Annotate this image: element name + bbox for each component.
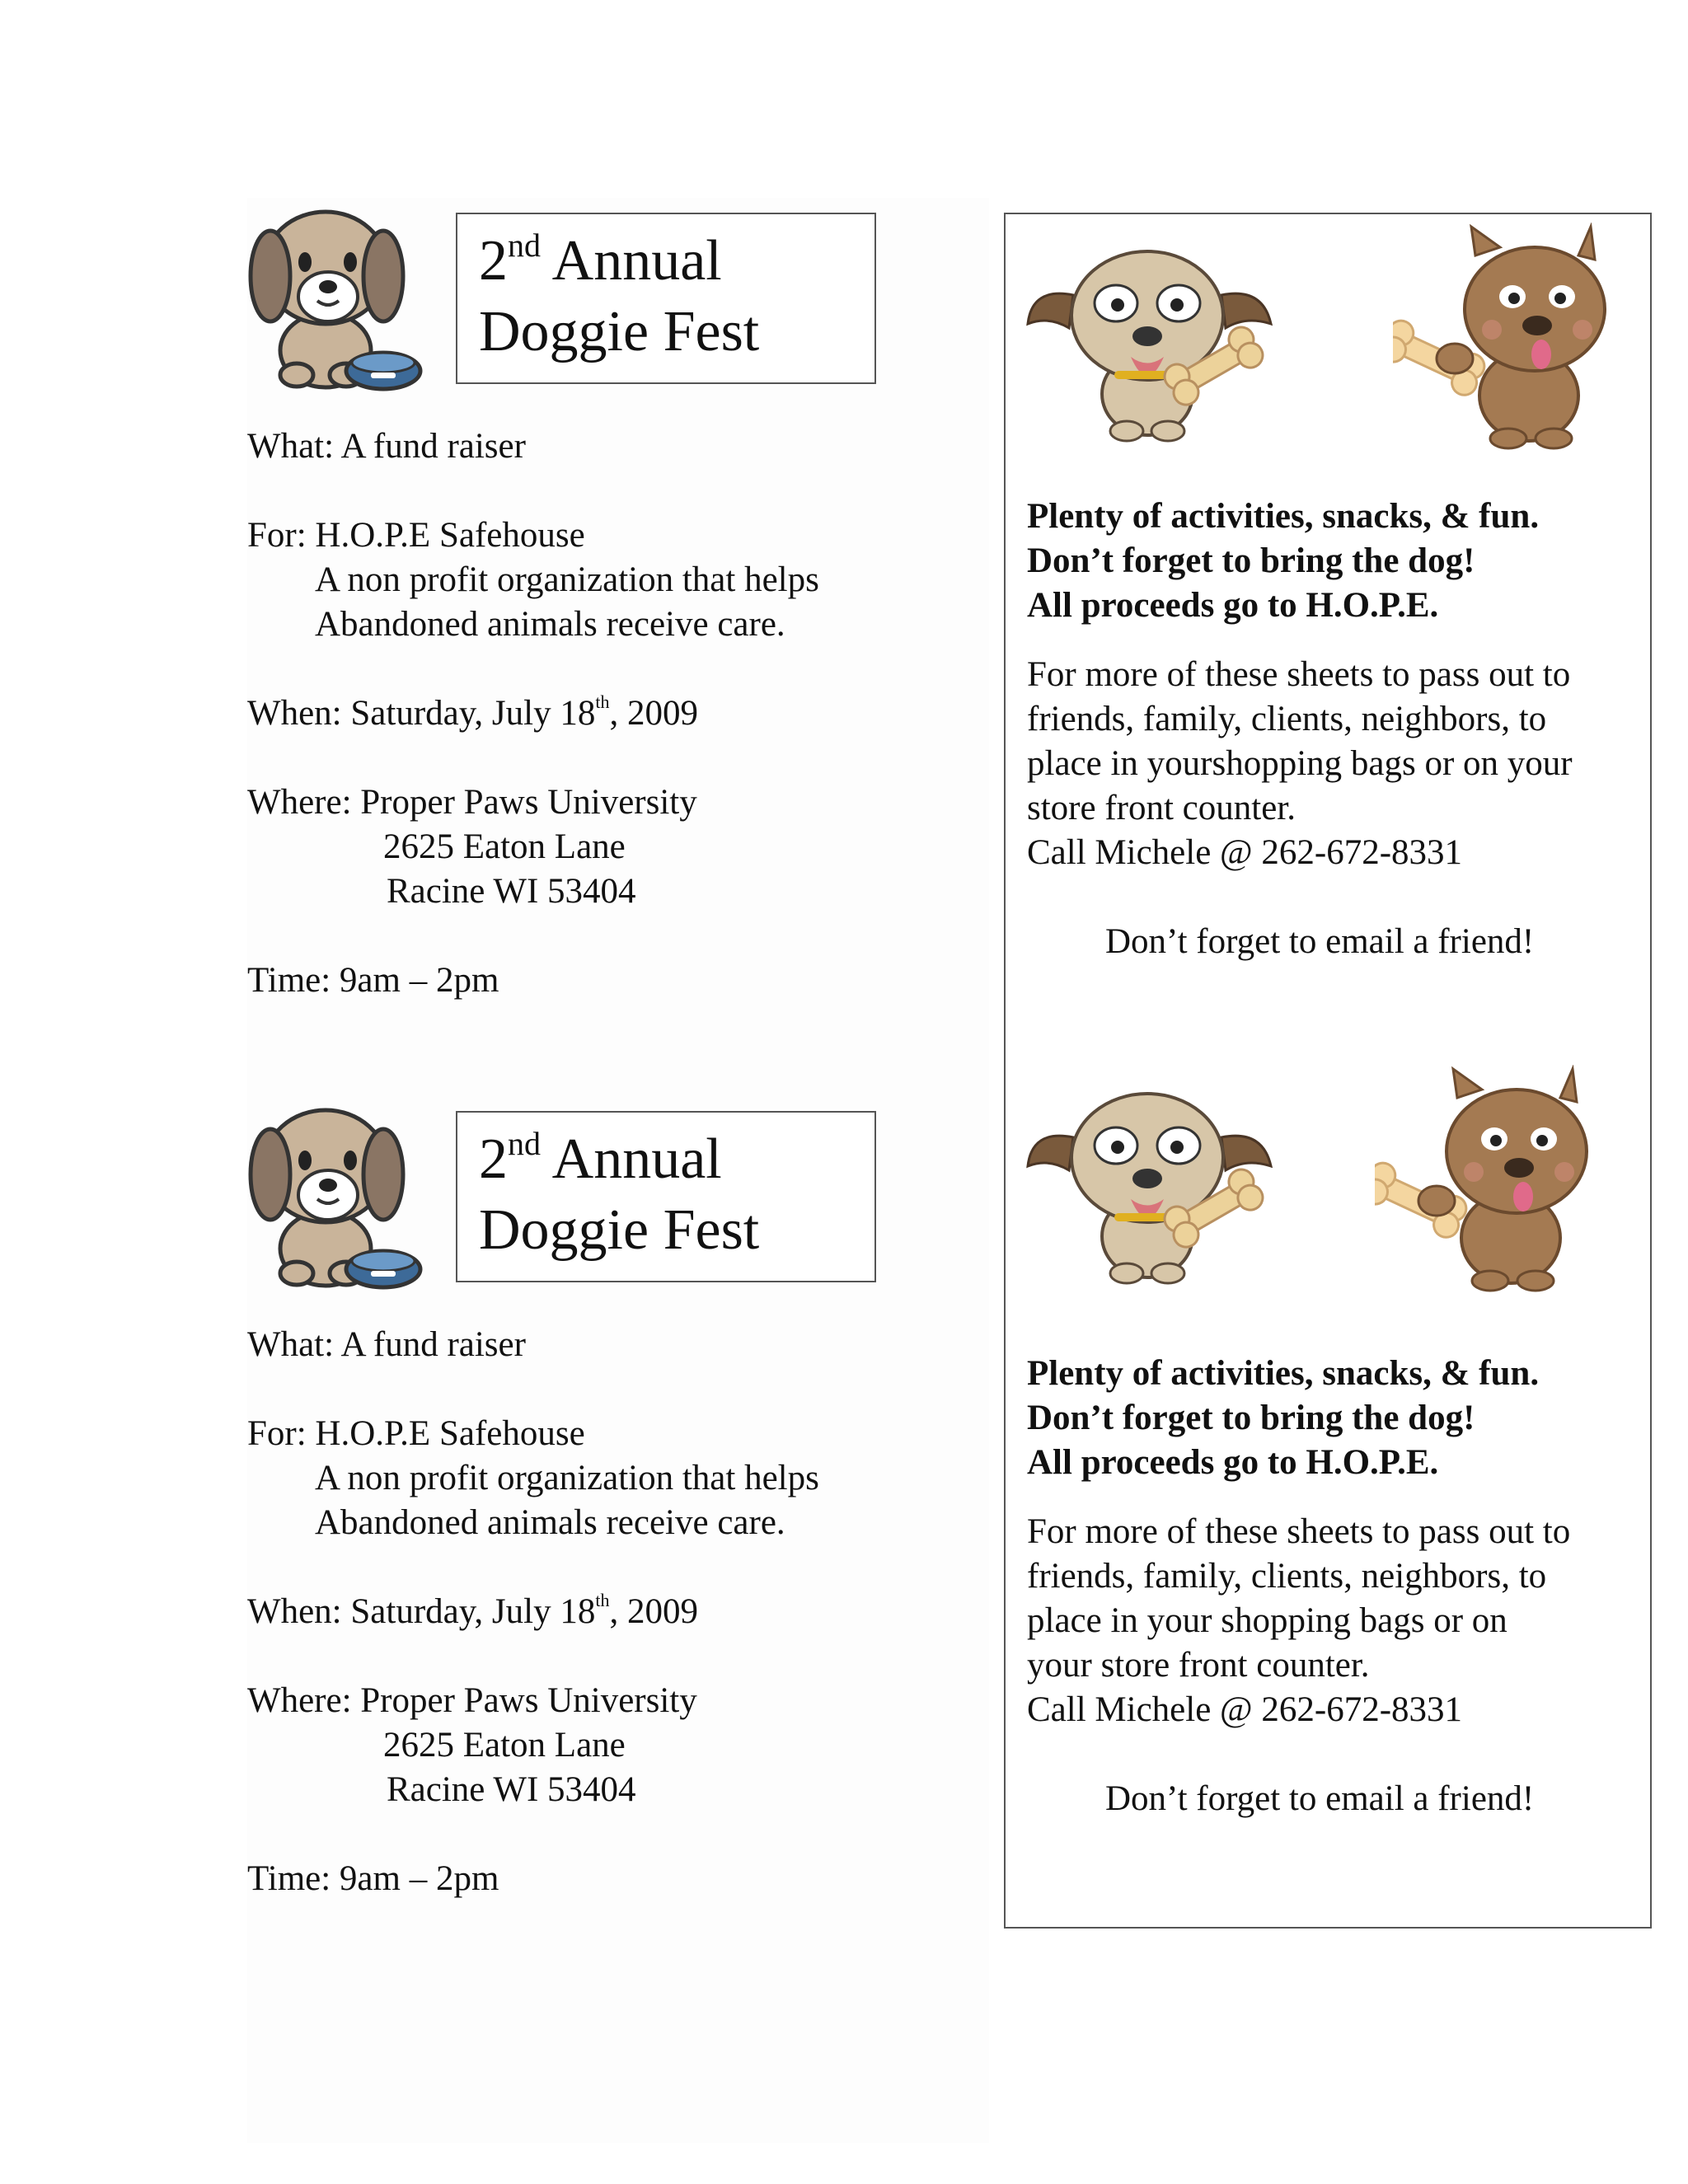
goofy-dog-with-bone-icon — [1024, 1080, 1279, 1286]
email-friend-line: Don’t forget to email a friend! — [1105, 1779, 1535, 1818]
what-text: What: A fund raiser — [247, 1325, 526, 1364]
for-description-1: A non profit organization that helps — [315, 560, 819, 599]
goofy-dog-with-bone-icon — [1024, 237, 1279, 443]
puppy-with-bowl-icon — [247, 198, 437, 396]
event-title-line1: 2nd Annual — [479, 227, 722, 293]
bring-dog-line: Don’t forget to bring the dog! — [1027, 1399, 1475, 1437]
event-title-box — [456, 213, 876, 384]
for-text: For: H.O.P.E Safehouse — [247, 1414, 585, 1453]
more-sheets-line-2: friends, family, clients, neighbors, to — [1027, 700, 1547, 738]
proceeds-line: All proceeds go to H.O.P.E. — [1027, 586, 1439, 625]
more-sheets-line-1: For more of these sheets to pass out to — [1027, 655, 1571, 694]
address-line-1: 2625 Eaton Lane — [383, 1726, 626, 1765]
activities-line: Plenty of activities, snacks, & fun. — [1027, 1354, 1540, 1393]
where-text: Where: Proper Paws University — [247, 1681, 697, 1720]
brown-dog-with-bone-icon — [1375, 1065, 1606, 1296]
proceeds-line: All proceeds go to H.O.P.E. — [1027, 1443, 1439, 1482]
promo-text — [1027, 494, 1637, 964]
address-line-2: Racine WI 53404 — [387, 872, 636, 911]
event-title-box — [456, 1111, 876, 1282]
bring-dog-line: Don’t forget to bring the dog! — [1027, 541, 1475, 580]
for-description-2: Abandoned animals receive care. — [315, 605, 785, 644]
for-description-2: Abandoned animals receive care. — [315, 1503, 785, 1542]
address-line-2: Racine WI 53404 — [387, 1770, 636, 1809]
brown-dog-with-bone-icon — [1393, 223, 1624, 453]
more-sheets-line-4: your store front counter. — [1027, 1646, 1370, 1685]
promo-panel — [1004, 213, 1652, 1929]
event-title-line2: Doggie Fest — [479, 300, 760, 363]
puppy-with-bowl-icon — [247, 1096, 437, 1294]
more-sheets-line-4: store front counter. — [1027, 789, 1296, 827]
address-line-1: 2625 Eaton Lane — [383, 827, 626, 866]
more-sheets-line-3: place in your shopping bags or on — [1027, 1601, 1507, 1640]
more-sheets-line-1: For more of these sheets to pass out to — [1027, 1512, 1571, 1551]
email-friend-line: Don’t forget to email a friend! — [1105, 922, 1535, 961]
more-sheets-line-3: place in yourshopping bags or on your — [1027, 744, 1573, 783]
when-text: When: Saturday, July 18th, 2009 — [247, 691, 698, 733]
what-text: What: A fund raiser — [247, 427, 526, 466]
time-text: Time: 9am – 2pm — [247, 1859, 499, 1898]
event-title-line2: Doggie Fest — [479, 1198, 760, 1262]
for-text: For: H.O.P.E Safehouse — [247, 516, 585, 555]
when-text: When: Saturday, July 18th, 2009 — [247, 1590, 698, 1631]
activities-line: Plenty of activities, snacks, & fun. — [1027, 497, 1540, 536]
where-text: Where: Proper Paws University — [247, 783, 697, 822]
time-text: Time: 9am – 2pm — [247, 961, 499, 1000]
promo-text — [1027, 1352, 1637, 1821]
event-title-line1: 2nd Annual — [479, 1125, 722, 1191]
call-line: Call Michele @ 262-672-8331 — [1027, 1690, 1463, 1729]
event-info — [247, 424, 989, 1003]
call-line: Call Michele @ 262-672-8331 — [1027, 833, 1463, 872]
event-info — [247, 1323, 989, 1901]
for-description-1: A non profit organization that helps — [315, 1459, 819, 1497]
more-sheets-line-2: friends, family, clients, neighbors, to — [1027, 1557, 1547, 1596]
